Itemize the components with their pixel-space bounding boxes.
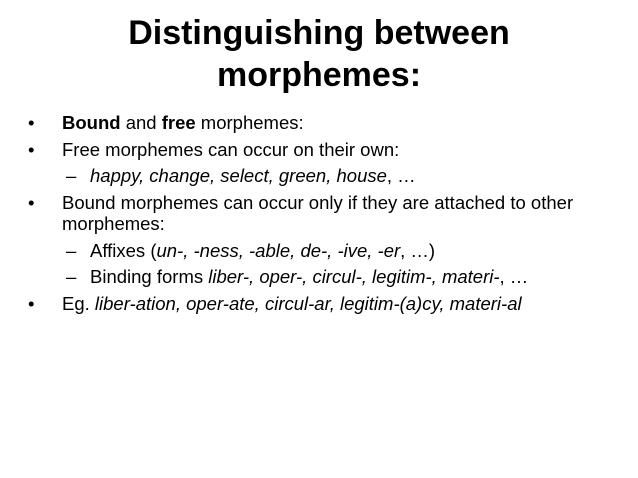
affixes-prefix: Affixes ( [90,239,157,261]
sub-bullet-free-examples [0,165,638,187]
binding-forms-examples: liber-, oper-, circul-, legitim-, materi- [208,266,500,287]
slide-body [0,112,638,319]
bullet-bound-and-free [0,112,582,134]
eg-examples: liber-ation, oper-ate, circul-ar, legitim-(a)cy, materi-al [94,292,522,314]
binding-forms-prefix: Binding forms [90,266,209,287]
free-examples: happy, change, select, green, house [90,165,387,186]
slide-title-line-1: Distinguishing between [128,14,510,52]
free-term: free [161,112,196,133]
eg-prefix: Eg. [62,292,95,314]
free-morphemes-text: Free morphemes can occur on their own: [62,138,400,160]
affixes-tail: , …) [400,239,436,261]
bullet-bound-morphemes [0,192,582,235]
free-examples-tail: , … [386,165,416,186]
binding-forms-tail: , … [499,266,529,287]
sub-bullet-affixes [0,240,638,262]
bullet-examples [0,293,582,315]
slide-title [0,12,638,96]
bound-morphemes-text: Bound morphemes can occur only if they are attached to other morphemes: [62,191,574,234]
slide-title-line-2: morphemes: [216,56,422,94]
affixes-examples: un-, -ness, -able, de-, -ive, -er [156,239,401,261]
bound-term: Bound [62,112,121,133]
morphemes-text: morphemes: [195,112,304,133]
bullet-free-morphemes [0,139,582,161]
and-text: and [120,112,162,133]
sub-bullet-binding-forms [0,266,638,288]
